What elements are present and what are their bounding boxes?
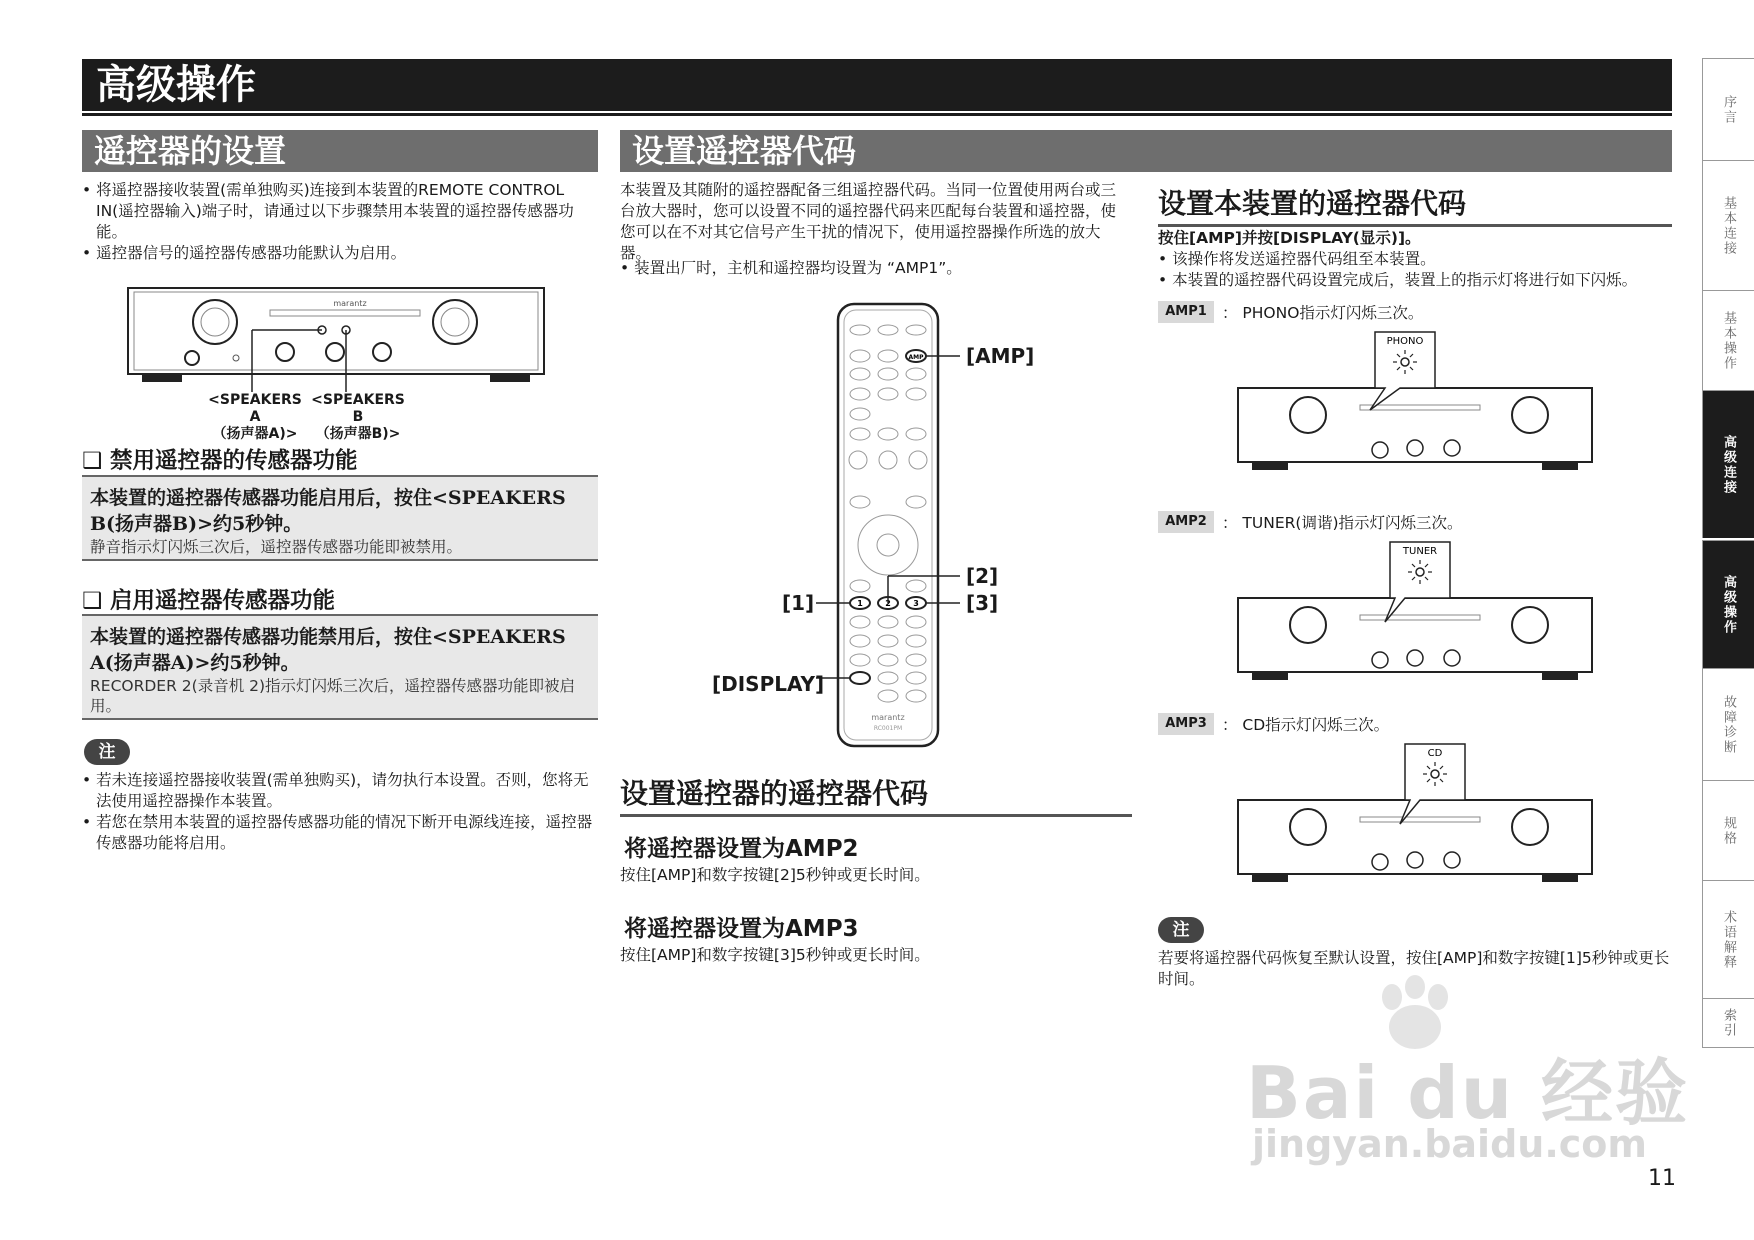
callout-amp: [AMP] <box>966 344 1035 368</box>
remote-key-3-label: 3 <box>913 599 919 608</box>
unit-code-instruction: 按住[AMP]并按[DISPLAY(显示)]。 <box>1158 229 1421 247</box>
disable-sensor-step: 本装置的遥控器传感器功能启用后，按住<SPEAKERS B(扬声器B)>约5秒钟。 <box>90 487 566 535</box>
remote-amp-key-label: AMP <box>908 354 924 361</box>
unit-code-bullet-1: • 该操作将发送遥控器代码组至本装置。 <box>1158 250 1436 268</box>
factory-setting-bullet: • 装置出厂时，主机和遥控器均设置为 “AMP1”。 <box>620 259 962 277</box>
watermark-sub: jingyan.baidu.com <box>1252 1122 1647 1166</box>
callout-lines <box>780 340 960 700</box>
left-note-1: • 若未连接遥控器接收装置(需单独购买)，请勿执行本设置。否则，您将无法使用遥控器操作本装置。 <box>82 771 589 810</box>
amp-brand-text: marantz <box>333 299 367 308</box>
remote-key-1-label: 1 <box>857 599 863 608</box>
amp3-title: 将遥控器设置为AMP3 <box>624 916 859 942</box>
callout-key-3: [3] <box>966 591 999 615</box>
speakers-a-sub-text: （扬声器A)> <box>212 426 298 442</box>
side-tab-advanced-connection-label: 高级连接 <box>1721 434 1736 495</box>
callout-display: [DISPLAY] <box>712 672 825 696</box>
side-tab-specifications-label: 规格 <box>1721 815 1736 846</box>
side-tab-advanced-connection[interactable] <box>1702 390 1754 538</box>
speakers-a-text: <SPEAKERS A <box>208 392 302 425</box>
speakers-b-text: <SPEAKERS B <box>311 392 405 425</box>
side-tab-glossary-label: 术语解释 <box>1721 909 1736 970</box>
amp3-unit-text: ： CD指示灯闪烁三次。 <box>1222 716 1390 734</box>
unit-code-title: 设置本装置的遥控器代码 <box>1158 182 1672 227</box>
amp2-indicator-illustration <box>1230 540 1600 690</box>
left-notes <box>82 770 598 854</box>
remote-code-section-title: 设置遥控器的遥控器代码 <box>620 772 1132 817</box>
side-tab-advanced-operation[interactable] <box>1702 540 1754 668</box>
side-tab-intro-label: 序言 <box>1721 94 1736 125</box>
unit-code-bullets <box>1158 249 1672 291</box>
remote-setup-heading: 遥控器的设置 <box>82 130 598 172</box>
amp1-tag: AMP1 <box>1158 301 1214 323</box>
remote-key-2-label: 2 <box>885 599 891 608</box>
amp1-text: ： PHONO指示灯闪烁三次。 <box>1222 304 1424 322</box>
watermark-main: Bai du 经验 <box>1246 1051 1690 1135</box>
amp1-indicator-illustration <box>1230 330 1600 480</box>
side-tab-index-label: 索引 <box>1721 1008 1736 1038</box>
side-tab-basic-operation[interactable] <box>1702 290 1754 390</box>
remote-model: RC001PM <box>873 725 903 732</box>
speakers-a-label <box>205 392 305 443</box>
remote-code-intro: 本装置及其随附的遥控器配备三组遥控器代码。当同一位置使用两台或三台放大器时，您可以设置不同的遥控器代码来匹配每台装置和遥控器，使您可以在不对其它信号产生干扰的情况下，使用遥控器操作所选的放大器。 <box>620 181 1117 262</box>
speakers-b-sub-text: （扬声器B)> <box>315 426 401 442</box>
page-title: 高级操作 <box>82 59 1672 111</box>
page-number: 11 <box>1648 1166 1676 1191</box>
enable-sensor-box <box>82 614 598 720</box>
disable-sensor-box <box>82 475 598 561</box>
side-tab-specifications[interactable] <box>1702 780 1754 880</box>
unit-code-bullet-2: • 本装置的遥控器代码设置完成后，装置上的指示灯将进行如下闪烁。 <box>1158 271 1638 289</box>
side-tab-basic-connection-label: 基本连接 <box>1721 195 1736 256</box>
title-rule <box>82 113 1672 116</box>
side-tab-troubleshooting[interactable] <box>1702 668 1754 780</box>
amp3-tag: AMP3 <box>1158 713 1214 735</box>
left-bullet-2: • 遥控器信号的遥控器传感器功能默认为启用。 <box>82 244 407 262</box>
remote-code-heading: 设置遥控器代码 <box>620 130 1672 172</box>
amp2-instruction: 按住[AMP]和数字按键[2]5秒钟或更长时间。 <box>620 866 930 884</box>
amp3-indicator-illustration <box>1230 742 1600 892</box>
side-tab-basic-connection[interactable] <box>1702 160 1754 290</box>
disable-sensor-title: ❑ 禁用遥控器的传感器功能 <box>82 448 358 474</box>
left-bullet-1: • 将遥控器接收装置(需单独购买)连接到本装置的REMOTE CONTROL IN(遥控器输入)端子时，请通过以下步骤禁用本装置的遥控器传感器功能。 <box>82 181 574 241</box>
side-tab-intro[interactable] <box>1702 58 1754 160</box>
left-note-2: • 若您在禁用本装置的遥控器传感器功能的情况下断开电源线连接，遥控器传感器功能将启用。 <box>82 813 593 852</box>
amp1-indicator-name: PHONO <box>1386 336 1424 347</box>
speakers-b-label <box>308 392 408 443</box>
amp2-unit-text: ： TUNER(调谐)指示灯闪烁三次。 <box>1222 514 1463 532</box>
enable-sensor-title: ❑ 启用遥控器传感器功能 <box>82 588 336 614</box>
side-tab-index[interactable] <box>1702 998 1754 1048</box>
side-tab-basic-operation-label: 基本操作 <box>1721 310 1736 371</box>
side-tab-advanced-operation-label: 高级操作 <box>1721 574 1736 635</box>
callout-key-1: [1] <box>782 591 815 615</box>
left-intro <box>82 180 598 264</box>
disable-sensor-result: 静音指示灯闪烁三次后，遥控器传感器功能即被禁用。 <box>90 538 463 556</box>
side-tab-glossary[interactable] <box>1702 880 1754 998</box>
note-badge-right: 注 <box>1158 917 1204 943</box>
amp2-indicator-name: TUNER <box>1402 546 1438 557</box>
callout-key-2: [2] <box>966 564 999 588</box>
amp2-title: 将遥控器设置为AMP2 <box>624 836 859 862</box>
amp3-indicator-name: CD <box>1427 748 1443 759</box>
amp2-tag: AMP2 <box>1158 511 1214 533</box>
remote-brand: marantz <box>871 713 905 722</box>
enable-sensor-step: 本装置的遥控器传感器功能禁用后，按住<SPEAKERS A(扬声器A)>约5秒钟。 <box>90 626 566 674</box>
note-badge-left: 注 <box>84 739 130 765</box>
amp3-instruction: 按住[AMP]和数字按键[3]5秒钟或更长时间。 <box>620 946 930 964</box>
right-note-text: 若要将遥控器代码恢复至默认设置，按住[AMP]和数字按键[1]5秒钟或更长时间。 <box>1158 949 1670 988</box>
enable-sensor-result: RECORDER 2(录音机 2)指示灯闪烁三次后，遥控器传感器功能即被启用。 <box>90 677 576 715</box>
side-tab-troubleshooting-label: 故障诊断 <box>1721 694 1736 755</box>
